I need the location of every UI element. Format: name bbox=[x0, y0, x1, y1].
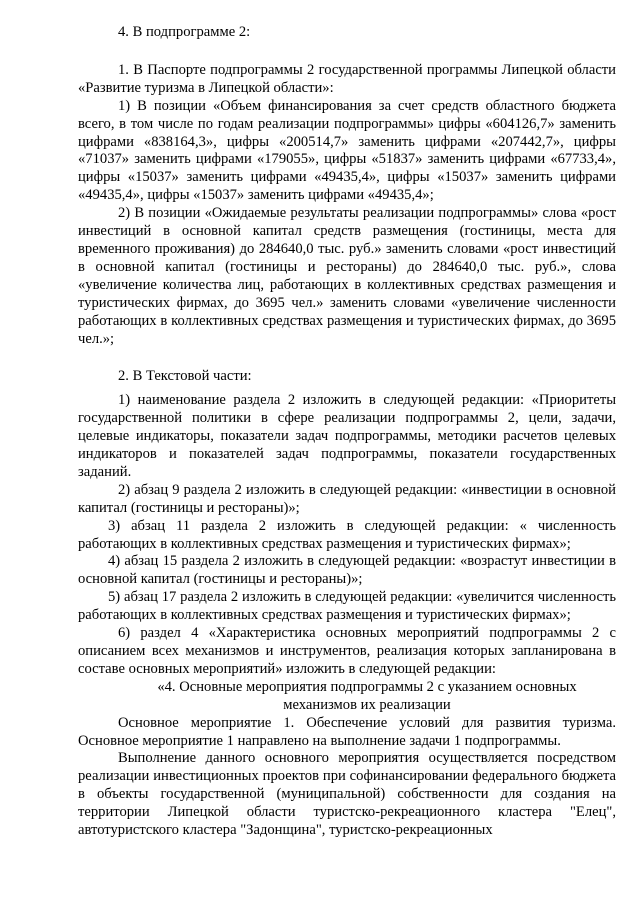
section4-paragraph-2: Выполнение данного основного мероприятия осуществляется посредством реализации инвестиционных проектов при софинансировании федерального бюджета в объекты государственной (муниципальной) собственности для создания на территории Липецкой области туристско-рекреационного кластера "Елец", автотуристского кластера "Задонщина", туристско-рекреационных bbox=[78, 750, 616, 839]
passport-item-1: 1) В позиции «Объем финансирования за счет средств областного бюджета всего, в том числе по годам реализации подпрограммы» цифры «604126,7» заменить цифрами «838164,3», цифры «200514,7» заменить цифрами «207442,7», цифры «71037» заменить цифрами «179055», цифры «51837» заменить цифрами «67733,4», цифры «15037» заменить цифрами «49435,4», цифры «15037» заменить цифрами «49435,4», цифры «15037» заменить цифрами «49435,4»; bbox=[78, 97, 616, 204]
section4-title-line1: «4. Основные мероприятия подпрограммы 2 с указанием основных bbox=[157, 678, 577, 695]
section4-paragraph-1: Основное мероприятие 1. Обеспечение условий для развития туризма. Основное мероприятие 1 направлено на выполнение задачи 1 подпрограммы. bbox=[78, 714, 616, 749]
text-part-item-5: 5) абзац 17 раздела 2 изложить в следующей редакции: «увеличится численность работающих в коллективных средствах размещения и туристических фирмах»; bbox=[78, 589, 616, 624]
text-part-item-2: 2) абзац 9 раздела 2 изложить в следующей редакции: «инвестиции в основной капитал (гостиницы и рестораны)»; bbox=[78, 481, 616, 516]
text-part-intro: 2. В Текстовой части: bbox=[118, 368, 252, 385]
spacer bbox=[78, 348, 616, 368]
passport-item-2: 2) В позиции «Ожидаемые результаты реализации подпрограммы» слова «рост инвестиций в основной капитал средств размещения (гостиницы, места для временного проживания) до 284640,0 тыс. руб.» заменить словами «рост инвестиций в основной капитал (гостиницы и рестораны) до 284640,0 тыс. руб.», слова «увеличение количества лиц, работающих в коллективных средствах размещения и туристических фирмах, до 3695 чел.» заменить словами «увеличение численности работающих в коллективных средствах размещения и туристических фирмах, до 3695 чел.»; bbox=[78, 205, 616, 347]
text-part-item-6: 6) раздел 4 «Характеристика основных мероприятий подпрограммы 2 с описанием всех механизмов и инструментов, реализация которых запланирована в составе основных мероприятий» изложить в следующей редакции: bbox=[78, 625, 616, 677]
text-part-item-4: 4) абзац 15 раздела 2 изложить в следующей редакции: «возрастут инвестиции в основной капитал (гостиницы и рестораны)»; bbox=[78, 553, 616, 588]
section-heading: 4. В подпрограмме 2: bbox=[118, 24, 251, 40]
section4-title-line2: механизмов их реализации bbox=[283, 696, 451, 713]
spacer bbox=[78, 42, 616, 62]
text-part-item-1: 1) наименование раздела 2 изложить в следующей редакции: «Приоритеты государственной политики в сфере реализации подпрограммы 2, цели, задачи, целевые индикаторы, показатели задач подпрограммы, методики расчетов целевых индикаторов и показателей задач подпрограммы, показатели государственных заданий. bbox=[78, 392, 616, 480]
passport-intro: 1. В Паспорте подпрограммы 2 государственной программы Липецкой области «Развитие туризма в Липецкой области»: bbox=[78, 61, 616, 96]
text-part-item-3: 3) абзац 11 раздела 2 изложить в следующей редакции: « численность работающих в коллективных средствах размещения и туристических фирмах»; bbox=[78, 517, 616, 552]
